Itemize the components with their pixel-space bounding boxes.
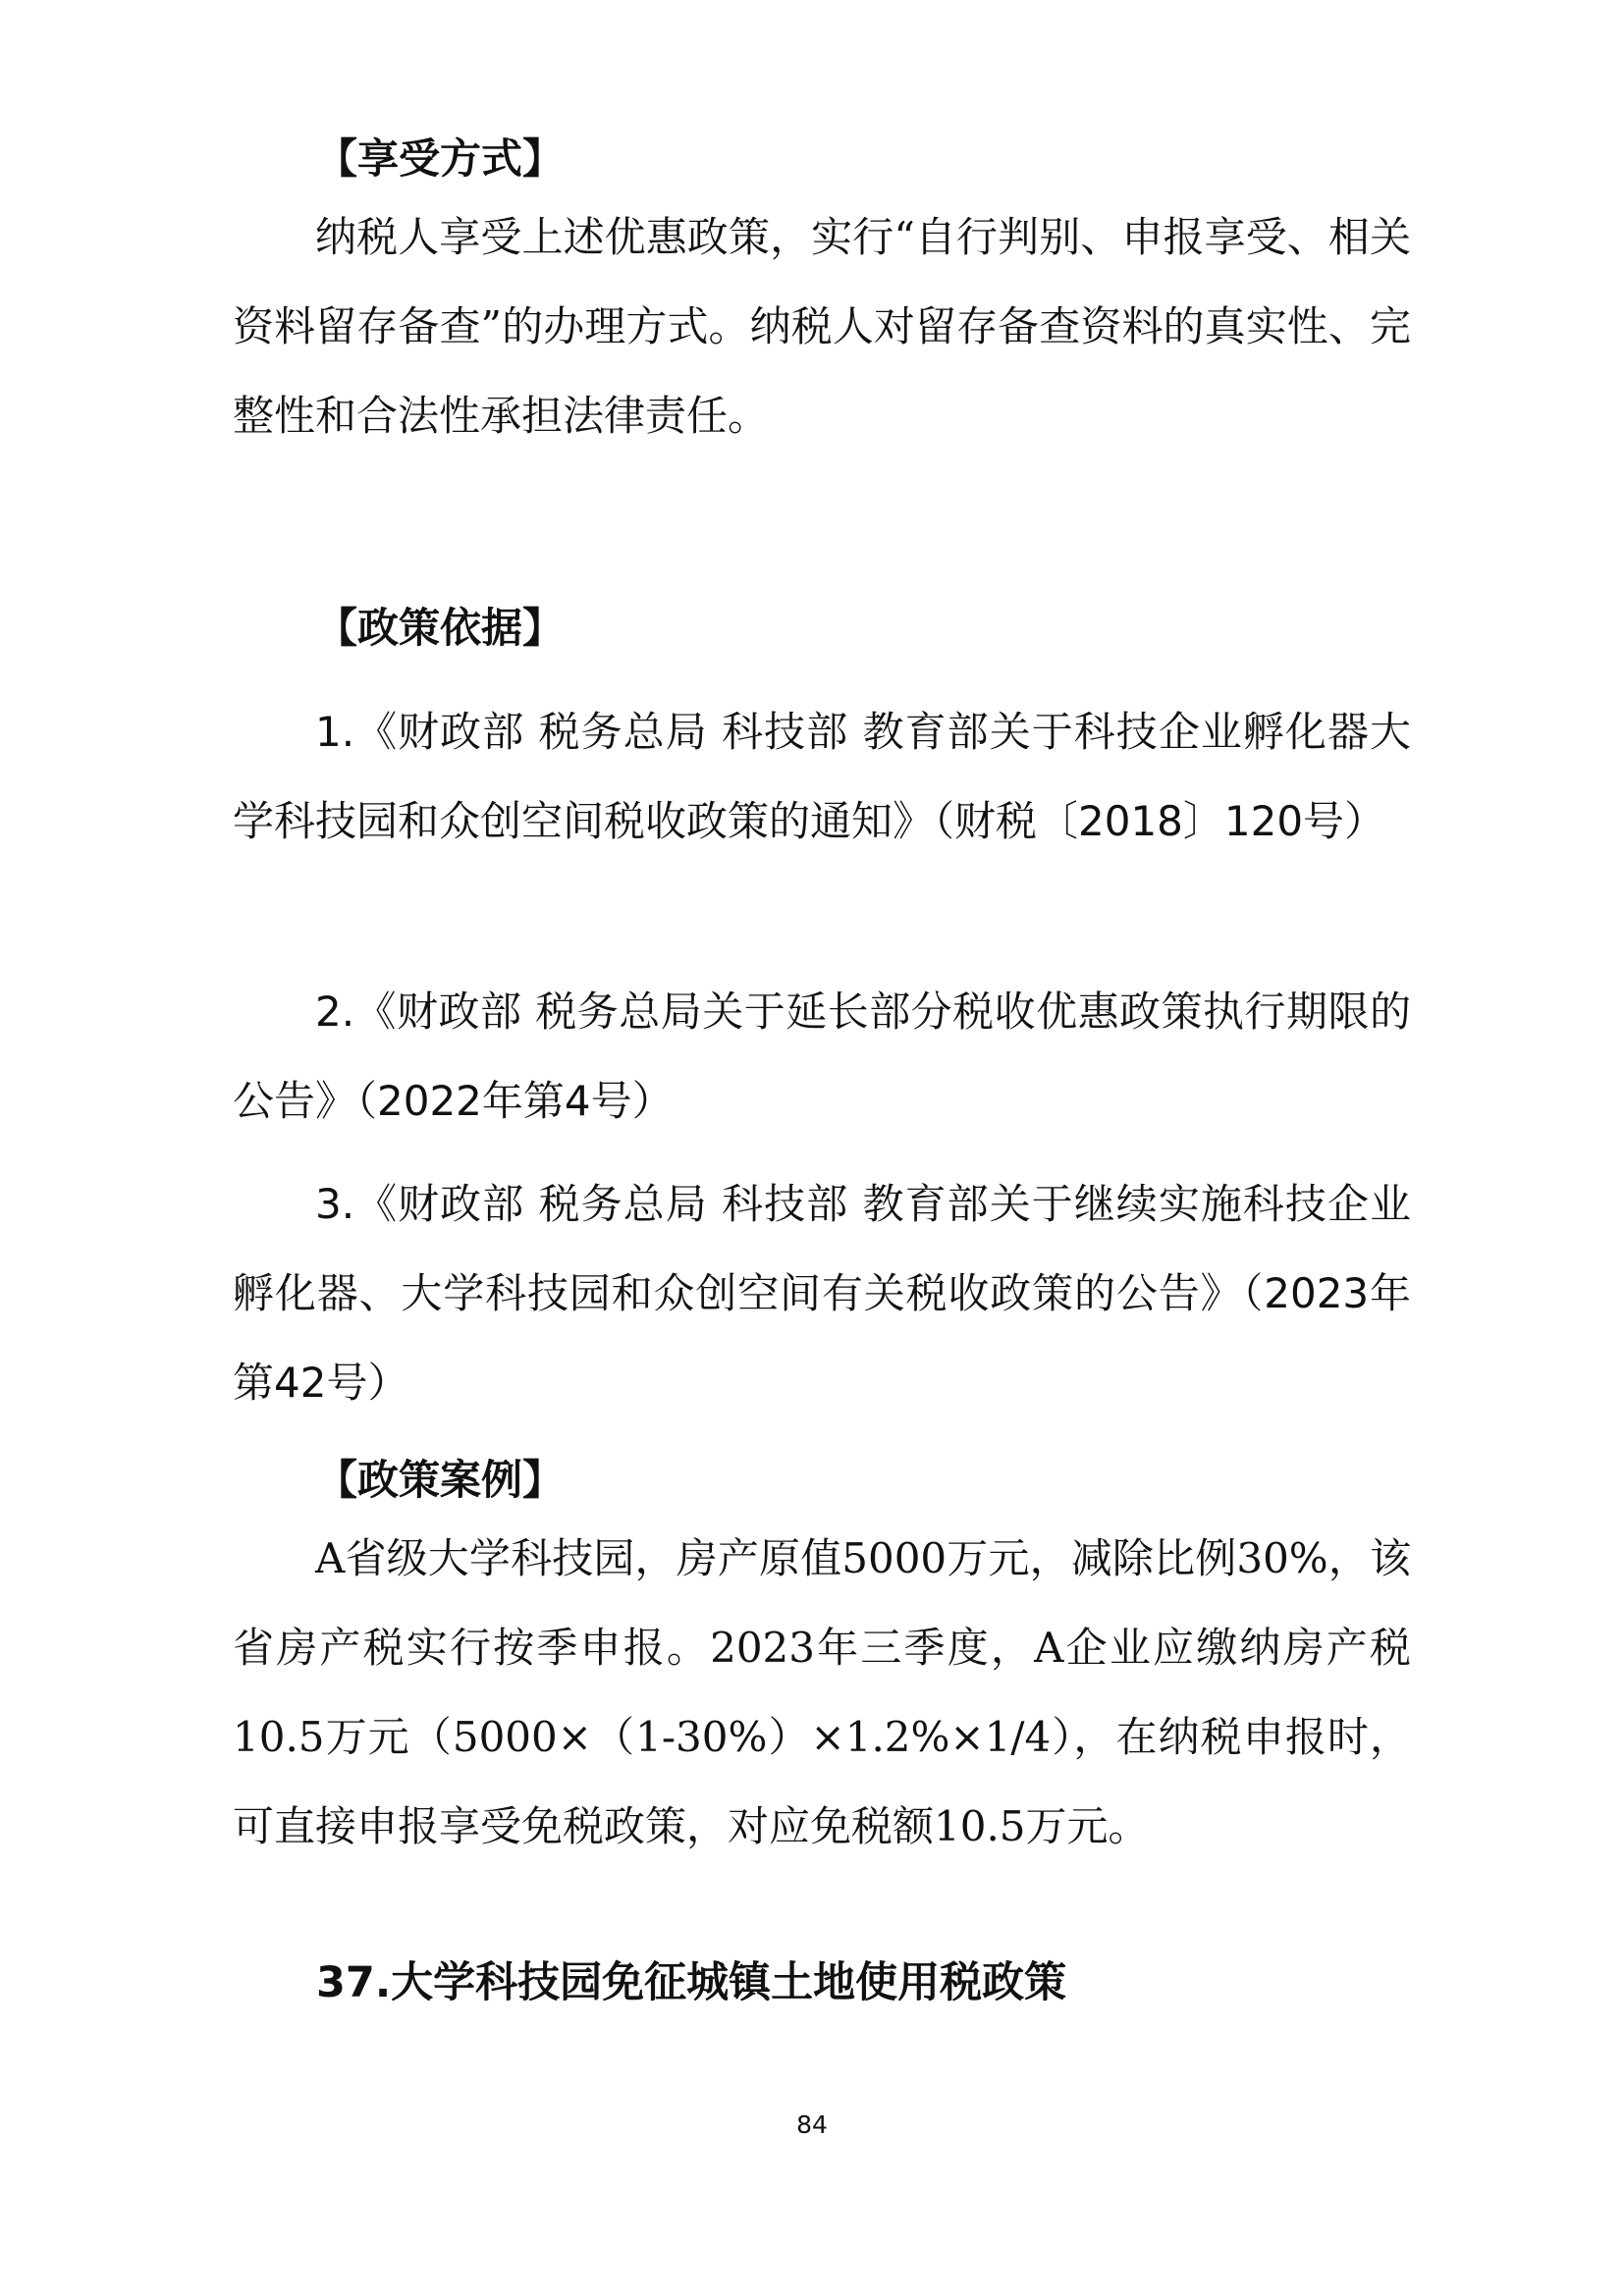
heading-policy-basis: 【政策依据】 [316, 604, 565, 652]
paragraph-policy-case: A省级大学科技园，房产原值5000万元，减除比例30%，该省房产税实行按季申报。2023年三季度，A企业应缴纳房产税10.5万元（5000×（1-30%）×1.2%×1/4），在纳税申报时，可直接申报享受免税政策，对应免税额10.5万元。 [233, 1534, 1411, 1850]
policy-basis-item-2: 2.《财政部 税务总局关于延长部分税收优惠政策执行期限的公告》（2022年第4号） [233, 988, 1411, 1125]
heading-enjoy-method: 【享受方式】 [316, 134, 565, 183]
policy-basis-item-1: 1.《财政部 税务总局 科技部 教育部关于科技企业孵化器大学科技园和众创空间税收政策的通知》（财税〔2018〕120号） [233, 708, 1411, 845]
policy-basis-item-3: 3.《财政部 税务总局 科技部 教育部关于继续实施科技企业孵化器、大学科技园和众创空间有关税收政策的公告》（2023年第42号） [233, 1180, 1411, 1407]
paragraph-enjoy-method: 纳税人享受上述优惠政策，实行“自行判别、申报享受、相关资料留存备查”的办理方式。纳税人对留存备查资料的真实性、完整性和合法性承担法律责任。 [233, 213, 1411, 440]
section-title: 37.大学科技园免征城镇土地使用税政策 [316, 1958, 1067, 2007]
page-number: 84 [796, 2110, 828, 2139]
heading-policy-case: 【政策案例】 [316, 1456, 565, 1504]
